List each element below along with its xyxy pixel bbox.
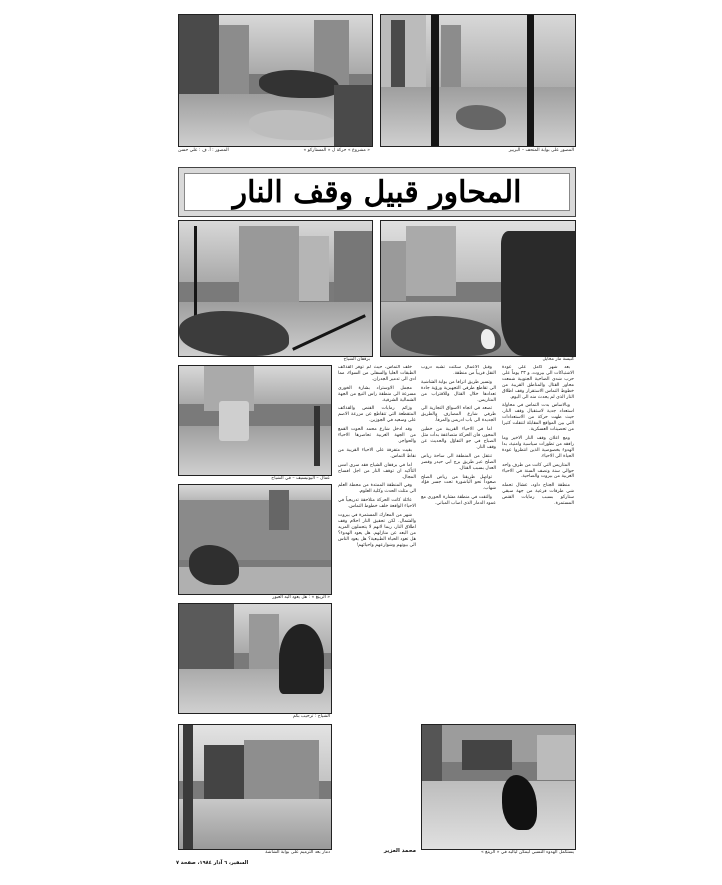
- photo-side-3: [178, 603, 332, 714]
- paragraph: بقيت متفرقة على الاحياء القريبة من نقاط التماس.: [338, 447, 416, 459]
- paragraph: تنتقل من المنطقة الى ساحة رياض الصلح عبر طريق برج ابي حيدر وقصر العدل بسبب القنال.: [421, 453, 496, 471]
- author-byline: محمد العزير: [383, 848, 416, 854]
- photo-mid-right-caption: كنيسة مار مخايل: [542, 357, 574, 362]
- paragraph: وقبل الاعمال سكنت تشبه دروب النقل قريباً من منطقة.: [421, 365, 496, 376]
- paragraph: والتقت في منطقة مشارة الحوري مع عمود الدمار الذي اصاب المباني.: [421, 495, 496, 507]
- paragraph: بعد شهر كامل على عودة الاشتباكات الى بيروت، و ٢٣ يوماً على حرب شدي الضاحية الجنوبية شمعت محاور القتال والمناطق القريبة من خطوط التماس الاستقرار وقف اطلاق النار الذي لم يحدث منه الى اليوم.: [502, 365, 574, 400]
- photo-bottom-right: [421, 724, 576, 850]
- paragraph: عائلة كانت الحركة متلاحقة تدريجياً في الاحياء الواقعة خلف خطوط التماس.: [338, 498, 416, 510]
- paragraph: شهر من المعارك المستمرة في بيروت والشمال. لكن تحقيق النار احلام وقف اطلاق النار، ربما لانهم لا يتحملون المزيد من البعد عن منازلهم. هل يعود الهدوء؟ هل تعود الحياة الطبيعية؟ هل يعود الناس الى بيوتهم وشوارعهم واحيائهم!: [338, 513, 416, 548]
- article-column-2: [421, 365, 496, 720]
- photo-bottom-left-caption: دمار بعد الترميم على بوابة الشاشة: [265, 850, 330, 855]
- headline: المحاور قبيل وقف النار: [232, 174, 522, 210]
- paragraph: تواصل طريقنا من رياض الصلح صعوداً نحو الباشورة تحت جسر فؤاد شهاب.: [421, 474, 496, 492]
- photo-bottom-left: [178, 724, 332, 850]
- photo-side-2-caption: « الرينغ » : هل يعود اليه العبور: [272, 595, 330, 600]
- paragraph: مجمل الاوستراد بشارة الخوري مسرعة الى منطقة راس النبع من الجهة الشمالية الشرقية.: [338, 385, 416, 403]
- newspaper-page: [176, 12, 576, 872]
- paragraph: تصعد في اتجاه الاسواق التجارية الى طرفي شارع المصارف والطريق الجديدة الى باب ادريس والمرفأ.: [421, 406, 496, 424]
- paragraph: وفي المنطقة الممتدة من محطة العلم الى مثلث الحدث وكلية العلوم.: [338, 483, 416, 495]
- photo-top-left-caption: « مشروع » حركة ل « المستاركو »: [303, 148, 370, 153]
- paragraph: ومع اعلان وقف النار الاخير وما رافقه من تطورات سياسية وامنية، بدا الهدوء بخصوصية الذين انتظروا عودة الحياة الى الاحياء.: [502, 435, 574, 459]
- paragraph: وبالاساس بدت التماس في محاولة استعداد جدية لاستقبال وقف النار، حيث طهت حركة من الاستعدادات التي بين المواقع المقابلة لتنقلت كثيرا من تحصينات العسكرية.: [502, 403, 574, 433]
- photo-top-right-caption: المصور على بوابة المتحف – البربير: [508, 148, 574, 153]
- photo-mid-right: [380, 220, 576, 357]
- paragraph: منطقة الجناح داود، عشال تحمله شي طرقات فرعية من جهة سبقي ستاركو بسبب رمايات القنص المستمرة.: [502, 483, 574, 507]
- article-column-3: [338, 365, 416, 843]
- photo-side-3-caption: الشياح : ترحيب بكم: [292, 714, 330, 719]
- photo-side-1-caption: عمال – اليونيسيف – في الشياح: [271, 476, 330, 481]
- paragraph: وزائم رمايات القنص والقذائف المتقطعة التي تتقاطع عن مزرعة الاصم على وسعيد في الجوزين.: [338, 406, 416, 424]
- photo-top-left: [178, 14, 373, 147]
- headline-box: [178, 167, 576, 217]
- publication-footer: السفير، ٦ آذار ١٩٨٤، صفحة ٧: [176, 860, 249, 866]
- photo-top-left-credit: المصور : أ. ف : علي حسن: [178, 148, 229, 153]
- paragraph: خلف التماس، حيث لم توفر القذائف الطبقات العليا والسفلى من السواء، مما ادى الى تدمير الجدران.: [338, 365, 416, 382]
- photo-mid-left-caption: برقفان الشياح: [343, 357, 370, 362]
- paragraph: وتسير طريق اترافا من بوابة الشاشية الى تقاطع طرقي التجهيزية ورؤية جادة تعدادها خلال القتال وللاقتراب من المتاريس.: [421, 379, 496, 403]
- paragraph: وقد ادخل شارع محمد الحوت القمع من الجهة الغربية تحاصرها الاحياء والحواجز.: [338, 427, 416, 444]
- paragraph: اما في برقفان الشياح فقد سرى امس التأكيد ان توقف النار من اجل افساح المجال.: [338, 462, 416, 480]
- photo-side-1: [178, 365, 332, 476]
- photo-bottom-right-caption: يستكمل الهدوء النسبي ليمكن لياليه في « الرينغ »: [480, 850, 574, 855]
- photo-mid-left: [178, 220, 373, 357]
- paragraph: اما في الاحياء القريبة من خطين المحور، فان الحركة متضاعفة بدأت مثل الصباح في جو التفاؤل والحديث عن وقف النار.: [421, 427, 496, 450]
- photo-top-right: [380, 14, 576, 147]
- article-column-1: [502, 365, 574, 720]
- paragraph: المتاريس التي كانت من طرف واحد حوالي سنة ونصف السنة في الاحياء الغربية من بيروت والضاحية.: [502, 462, 574, 480]
- photo-side-2: [178, 484, 332, 595]
